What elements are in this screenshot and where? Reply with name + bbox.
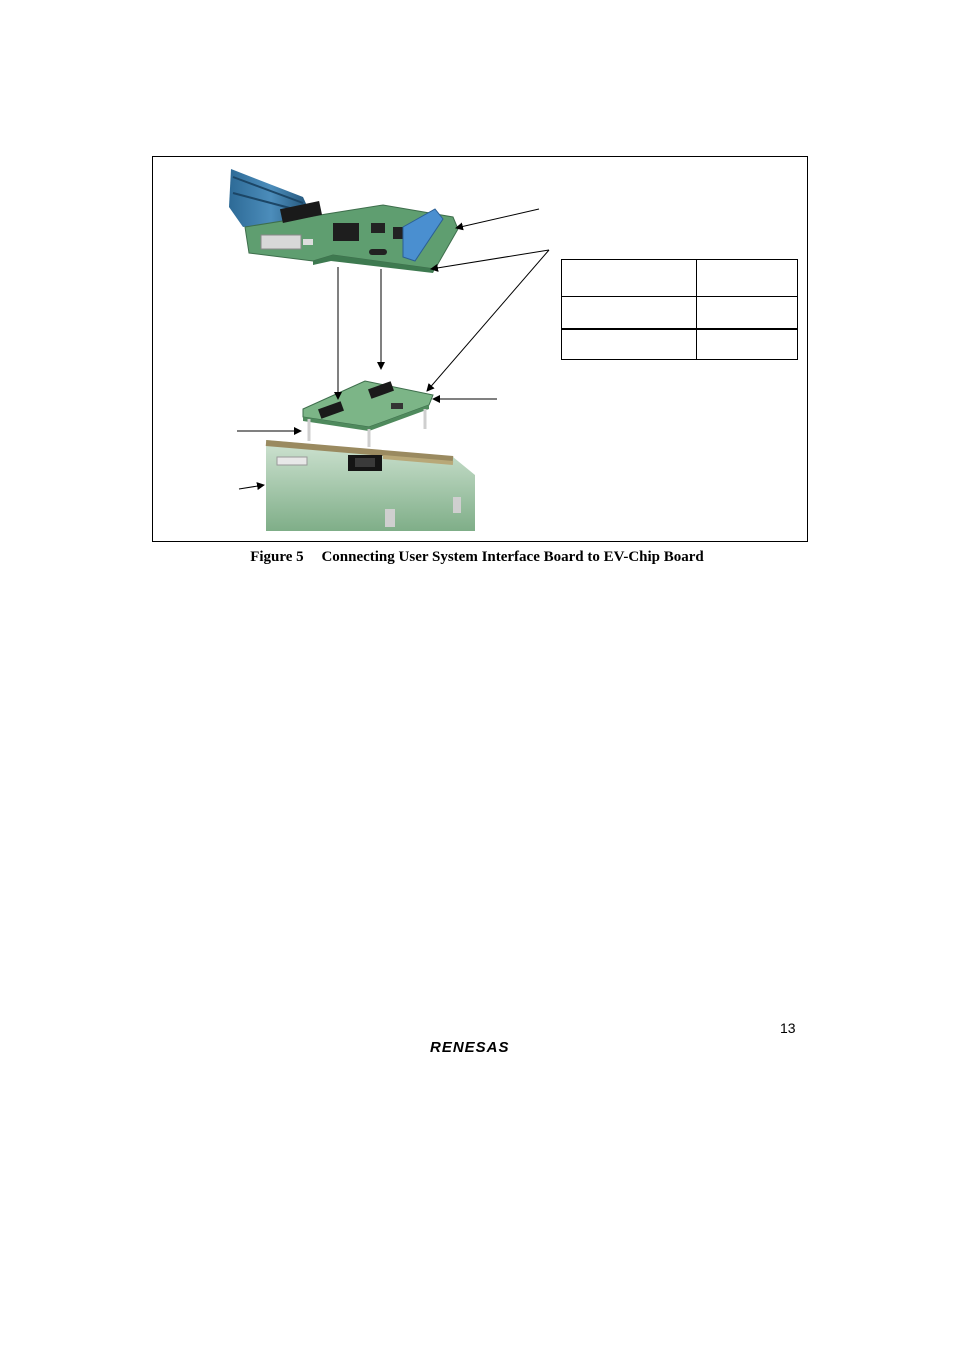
table-column-divider <box>696 260 697 359</box>
svg-text:RENESAS: RENESAS <box>430 1039 510 1055</box>
table-row-divider <box>561 296 797 297</box>
spec-table <box>561 259 798 360</box>
user-system-interface-board <box>303 381 433 447</box>
page-number: 13 <box>780 1020 796 1036</box>
figure-label: Figure 5 <box>250 549 304 565</box>
renesas-logo <box>430 1037 530 1060</box>
figure-frame <box>152 156 808 542</box>
table-row-divider <box>561 328 797 330</box>
renesas-logo-icon <box>430 1037 530 1055</box>
table-border-left <box>561 260 562 359</box>
ev-chip-board <box>266 440 475 531</box>
figure-caption <box>0 549 954 566</box>
figure-title: Connecting User System Interface Board to EV-Chip Board <box>321 549 704 565</box>
